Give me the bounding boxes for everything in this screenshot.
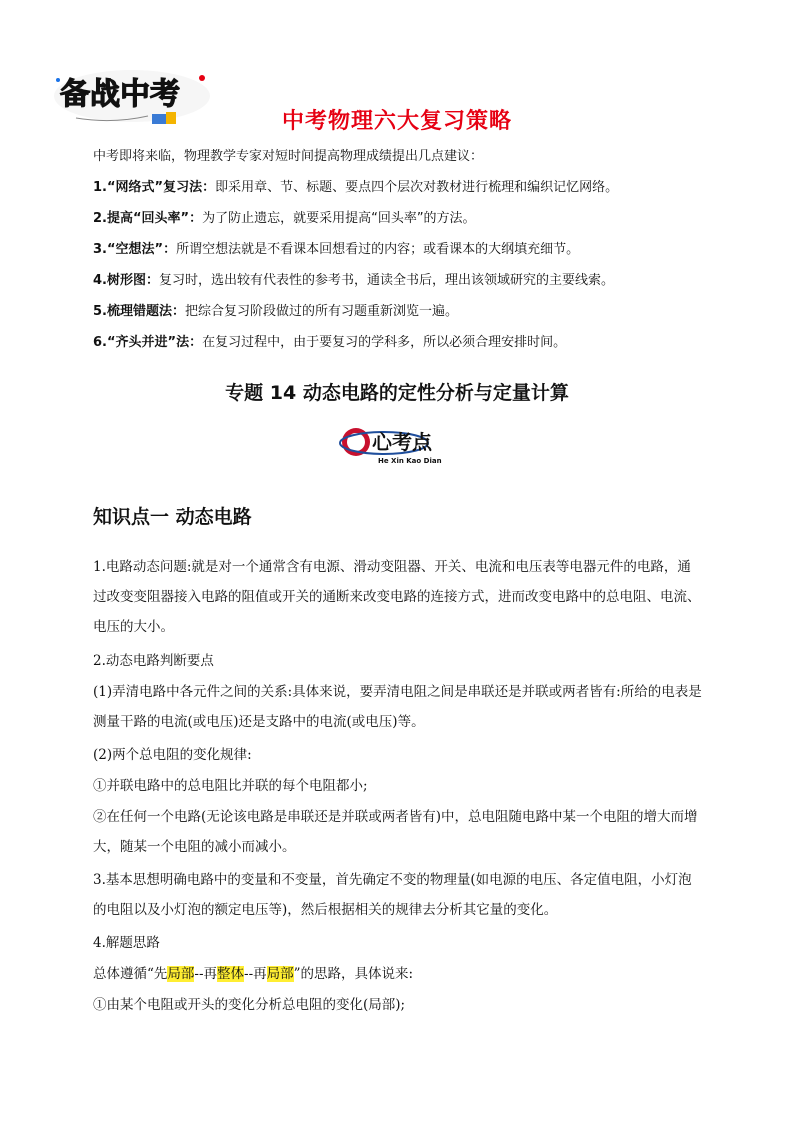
tip-text: 把综合复习阶段做过的所有习题重新浏览一遍。 (184, 304, 458, 319)
tip-label: 1.“网络式”复习法： (93, 180, 216, 195)
tip-label: 3.“空想法”： (93, 242, 177, 257)
page-title: 中考物理六大复习策略 (281, 109, 512, 134)
paragraph: (1)弄清电路中各元件之间的关系:具体来说，要弄清电阻之间是串联还是并联或两者皆有:所给的电表是测量干路的电流(或电压)还是支路中的电流(或电压)等。 (93, 684, 702, 730)
tip-label: 2.提高“回头率”： (93, 211, 203, 226)
text-run: --再 (244, 966, 267, 982)
tip-item (93, 207, 476, 226)
tip-label: 5.梳理错题法： (93, 304, 185, 319)
tip-label: 4.树形图： (93, 273, 159, 288)
highlight: 局部 (167, 966, 195, 982)
paragraph: 1.电路动态问题:就是对一个通常含有电源、滑动变阻器、开关、电流和电压表等电器元件的电路，通过改变变阻器接入电路的阻值或开关的通断来改变电路的连接方式，进而改变电路中的总电阻、电流、电压的大小。 (93, 559, 701, 635)
tip-item (93, 331, 566, 350)
badge-icon (336, 421, 461, 466)
paragraph (93, 959, 703, 989)
tip-text: 所谓空想法就是不看课本回想看过的内容；或看课本的大纲填充细节。 (176, 242, 580, 257)
highlight: 局部 (266, 966, 294, 982)
text-run: 总体遵循“先 (93, 966, 168, 982)
tip-label: 6.“齐头并进”法： (93, 335, 203, 350)
tip-item (93, 238, 579, 257)
tip-text: 在复习过程中，由于要复习的学科多，所以必须合理安排时间。 (202, 335, 567, 350)
paragraph: 3.基本思想明确电路中的变量和不变量，首先确定不变的物理量(如电源的电压、各定值电阻，小灯泡的电阻以及小灯泡的额定电压等)，然后根据相关的规律去分析其它量的变化。 (93, 872, 692, 918)
tip-text: 复习时，选出较有代表性的参考书，通读全书后，理出该领域研究的主要线索。 (158, 273, 614, 288)
paragraph: 2.动态电路判断要点 (93, 653, 214, 669)
section-title: 知识点一 动态电路 (93, 506, 252, 528)
logo-text: 备战中考 (60, 77, 180, 112)
tip-item (93, 269, 614, 288)
badge-sub-text: He Xin Kao Dian (378, 457, 442, 465)
paragraph: ②在任何一个电路(无论该电路是串联还是并联或两者皆有)中，总电阻随电路中某一个电阻的增大而增大，随某一个电阻的减小而减小。 (93, 809, 698, 855)
text-run: ”的思路，具体说来: (293, 966, 414, 982)
text-run: --再 (194, 966, 218, 982)
tip-text: 为了防止遗忘，就要采用提高“回头率”的方法。 (202, 211, 476, 226)
paragraph: (2)两个总电阻的变化规律: (93, 747, 252, 763)
topic-title: 专题 14 动态电路的定性分析与定量计算 (225, 382, 569, 404)
highlight: 整体 (217, 966, 245, 982)
tip-text: 即采用章、节、标题、要点四个层次对教材进行梳理和编织记忆网络。 (215, 180, 619, 195)
paragraph: 4.解题思路 (93, 935, 160, 951)
paragraph: ①由某个电阻或开头的变化分析总电阻的变化(局部); (93, 997, 406, 1013)
intro-text: 中考即将来临，物理教学专家对短时间提高物理成绩提出几点建议： (93, 149, 484, 164)
tip-item (93, 300, 458, 319)
tip-item (93, 176, 618, 195)
he-xin-kao-dian-badge (336, 421, 461, 466)
badge-main-text: 心考点 (372, 430, 432, 454)
paragraph: ①并联电路中的总电阻比并联的每个电阻都小; (93, 778, 368, 794)
